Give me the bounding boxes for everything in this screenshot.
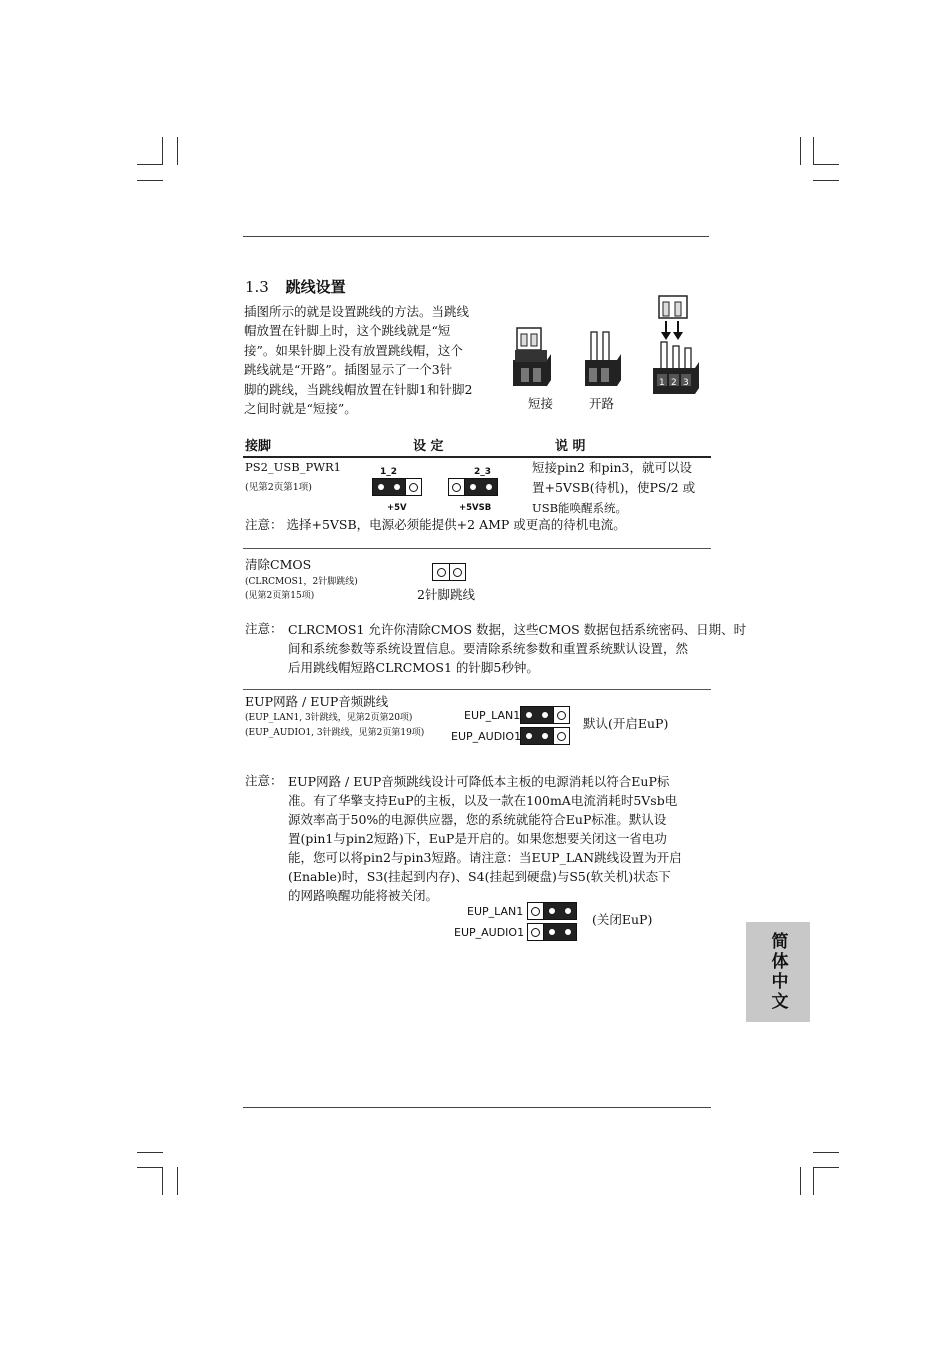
cmos-note-line: CLRCMOS1 允许你清除CMOS 数据，这些CMOS 数据包括系统密码、日期、时 bbox=[288, 622, 747, 637]
eup-default-text: 默认(开启EuP) bbox=[583, 716, 669, 731]
pin-open bbox=[528, 903, 544, 919]
pin-open bbox=[553, 728, 569, 744]
intro-line: 之间时就是“短接”。 bbox=[244, 400, 357, 416]
column-header-description: 说 明 bbox=[555, 439, 586, 454]
pin-closed bbox=[544, 903, 560, 919]
crop-mark bbox=[813, 137, 814, 165]
eup-note-line: 准。有了华擎支持EuP的主板，以及一款在100mA电流消耗时5Vsb电 bbox=[288, 793, 678, 808]
eup-note-body bbox=[288, 772, 682, 905]
language-side-tab bbox=[746, 922, 810, 1022]
crop-mark bbox=[137, 164, 163, 165]
ps2-desc-line: 置+5VSB(待机)，使PS/2 或 bbox=[532, 480, 696, 495]
footer-rule bbox=[243, 1107, 711, 1108]
clear-cmos-name: 清除CMOS bbox=[245, 557, 312, 572]
column-header-setting: 设 定 bbox=[413, 439, 444, 454]
eup-name: EUP网路 / EUP音频跳线 bbox=[245, 694, 389, 709]
eup-note-label: 注意： bbox=[245, 773, 283, 788]
pin-open bbox=[553, 707, 569, 723]
open-jumper-illustration bbox=[585, 332, 621, 386]
column-header-pin: 接脚 bbox=[245, 439, 272, 454]
crop-mark bbox=[813, 1167, 839, 1168]
crop-mark bbox=[813, 1167, 814, 1195]
section-heading bbox=[245, 278, 346, 296]
pin-closed bbox=[521, 707, 537, 723]
short-jumper-illustration bbox=[513, 328, 551, 386]
intro-paragraph bbox=[244, 302, 472, 418]
ps2-desc-line: 短接pin2 和pin3，就可以设 bbox=[532, 460, 692, 475]
side-tab-label: 简体中文 bbox=[767, 932, 788, 1012]
eup-note-line: 的网路唤醒功能将被关闭。 bbox=[288, 888, 439, 903]
eup-audio-label-off: EUP_AUDIO1 bbox=[454, 926, 525, 939]
ps2-usb-pwr-name: PS2_USB_PWR1 bbox=[245, 460, 341, 474]
pin-closed bbox=[521, 728, 537, 744]
intro-line: 帽放置在针脚上时，这个跳线就是“短 bbox=[244, 323, 451, 339]
intro-line: 跳线就是“开路”。插图显示了一个3针 bbox=[244, 362, 453, 378]
eup-sub2: (EUP_AUDIO1, 3针跳线，见第2页第19项) bbox=[245, 728, 425, 738]
pin-number-1: 1 bbox=[659, 378, 665, 388]
cmos-note-label: 注意： bbox=[245, 621, 283, 636]
setting-5vsb-label: +5VSB bbox=[459, 503, 492, 513]
pin-closed bbox=[537, 707, 553, 723]
pin-closed bbox=[560, 924, 576, 940]
crop-mark bbox=[137, 180, 163, 181]
pin-closed bbox=[544, 924, 560, 940]
eup-audio-label: EUP_AUDIO1 bbox=[451, 730, 522, 743]
crop-mark bbox=[813, 164, 839, 165]
intro-line: 接”。如果针脚上没有放置跳线帽，这个 bbox=[244, 342, 463, 358]
clear-cmos-sub2: (见第2页第15项) bbox=[245, 591, 315, 601]
section-number: 1.3 bbox=[245, 278, 269, 296]
pin-open bbox=[449, 479, 465, 495]
crop-mark bbox=[162, 1167, 163, 1195]
ps2-jumper-5vsb bbox=[448, 478, 498, 496]
setting-2-3-label: 2_3 bbox=[474, 467, 492, 477]
row-divider bbox=[243, 548, 711, 549]
crop-mark bbox=[177, 137, 178, 165]
eup-note-line: EUP网路 / EUP音频跳线设计可降低本主板的电源消耗以符合EuP标 bbox=[288, 774, 670, 789]
crop-mark bbox=[137, 1152, 163, 1153]
pin-closed bbox=[560, 903, 576, 919]
row-divider bbox=[243, 689, 711, 690]
eup-lan-jumper-off bbox=[527, 902, 577, 920]
pin-open bbox=[405, 479, 421, 495]
cmos-note-line: 间和系统参数等系统设置信息。要清除系统参数和重置系统默认设置，然 bbox=[288, 641, 689, 656]
clrcmos-jumper bbox=[432, 563, 466, 581]
setting-5v-label: +5V bbox=[387, 503, 407, 513]
crop-mark bbox=[800, 1167, 801, 1195]
crop-mark bbox=[162, 137, 163, 165]
pin-closed bbox=[389, 479, 405, 495]
header-rule bbox=[243, 236, 709, 237]
intro-line: 插图所示的就是设置跳线的方法。当跳线 bbox=[244, 304, 470, 319]
pin-open bbox=[433, 564, 449, 580]
pin-closed bbox=[373, 479, 389, 495]
eup-off-text: (关闭EuP) bbox=[592, 912, 653, 927]
eup-note-line: 能，您可以将pin2与pin3短路。请注意：当EUP_LAN跳线设置为开启 bbox=[288, 850, 682, 865]
crop-mark bbox=[813, 1152, 839, 1153]
setting-1-2-label: 1_2 bbox=[380, 467, 398, 477]
eup-lan-jumper-default bbox=[520, 706, 570, 724]
pin-open bbox=[528, 924, 544, 940]
eup-lan-label: EUP_LAN1 bbox=[464, 709, 521, 722]
pin-closed bbox=[537, 728, 553, 744]
pin-closed bbox=[465, 479, 481, 495]
crop-mark bbox=[177, 1167, 178, 1195]
pin-number-2: 2 bbox=[671, 378, 677, 388]
cmos-note-line: 后用跳线帽短路CLRCMOS1 的针脚5秒钟。 bbox=[288, 660, 539, 675]
section-title: 跳线设置 bbox=[285, 278, 346, 296]
clear-cmos-sub1: (CLRCMOS1，2针脚跳线) bbox=[245, 577, 358, 587]
crop-mark bbox=[137, 1167, 163, 1168]
ps2-usb-pwr-ref: (见第2页第1项) bbox=[245, 482, 313, 493]
short-label: 短接 bbox=[528, 396, 554, 411]
ps2-note: 注意： 选择+5VSB，电源必须能提供+2 AMP 或更高的待机电流。 bbox=[245, 517, 626, 532]
eup-audio-jumper-off bbox=[527, 923, 577, 941]
eup-audio-jumper-default bbox=[520, 727, 570, 745]
pin-number-3: 3 bbox=[683, 378, 689, 388]
two-pin-jumper-label: 2针脚跳线 bbox=[417, 587, 475, 602]
eup-lan-label-off: EUP_LAN1 bbox=[467, 905, 524, 918]
eup-note-line: 置(pin1与pin2短路)下，EuP是开启的。如果您想要关闭这一省电功 bbox=[288, 831, 667, 846]
crop-mark bbox=[813, 180, 839, 181]
cmos-note-body bbox=[288, 620, 746, 677]
ps2-description bbox=[532, 458, 695, 518]
pin-closed bbox=[481, 479, 497, 495]
open-label: 开路 bbox=[589, 396, 615, 411]
ps2-desc-line: USB能唤醒系统。 bbox=[532, 501, 628, 515]
eup-note-line: (Enable)时，S3(挂起到内存)、S4(挂起到硬盘)与S5(软关机)状态下 bbox=[288, 869, 671, 884]
crop-mark bbox=[800, 137, 801, 165]
pin-open bbox=[449, 564, 465, 580]
eup-sub1: (EUP_LAN1, 3针跳线，见第2页第20项) bbox=[245, 713, 413, 723]
ps2-jumper-5v bbox=[372, 478, 422, 496]
intro-line: 脚的跳线，当跳线帽放置在针脚1和针脚2 bbox=[244, 381, 473, 397]
eup-note-line: 源效率高于50%的电源供应器，您的系统就能符合EuP标准。默认设 bbox=[288, 812, 667, 827]
